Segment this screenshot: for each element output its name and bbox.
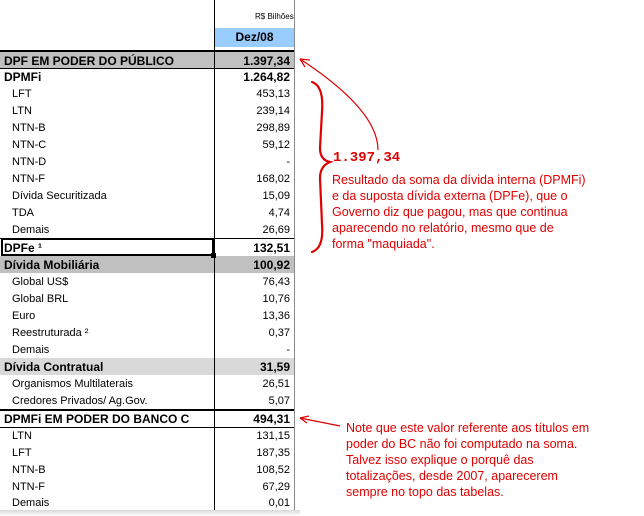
row-label: NTN-F xyxy=(12,480,45,493)
row-label: NTN-C xyxy=(12,138,47,151)
note-line: sempre no topo das tabelas. xyxy=(346,485,504,499)
note-sum-explanation xyxy=(332,172,586,252)
row-value: 239,14 xyxy=(256,104,290,117)
row-label: Dívida Securitizada xyxy=(12,189,107,202)
row-label: DPFe ¹ xyxy=(4,240,43,255)
row-label: Global US$ xyxy=(12,275,69,288)
row-value: 31,59 xyxy=(259,359,290,374)
row-value: 10,76 xyxy=(262,292,290,305)
row-label: NTN-B xyxy=(12,121,46,134)
row-value: - xyxy=(286,155,290,168)
row-label: Dívida Mobiliária xyxy=(4,257,100,272)
arrow-to-total xyxy=(300,59,378,150)
row-label: LTN xyxy=(12,104,32,117)
row-value: 100,92 xyxy=(253,257,290,272)
row-label: Reestruturada ² xyxy=(12,326,89,339)
row-label: Euro xyxy=(12,309,36,322)
row-value: 131,15 xyxy=(256,430,290,442)
row-value: 4,74 xyxy=(268,206,290,219)
row-value: - xyxy=(286,343,290,356)
note-bc-value xyxy=(346,420,589,500)
row-value: 108,52 xyxy=(256,463,290,476)
row-value: 67,29 xyxy=(262,480,290,493)
row-value: 26,51 xyxy=(262,377,290,390)
units-label: R$ Bilhões xyxy=(255,12,294,21)
row-value: 76,43 xyxy=(262,275,290,288)
row-label: NTN-B xyxy=(12,463,46,476)
row-value: 298,89 xyxy=(256,121,290,134)
note-line: Talvez isso explique o porquê das xyxy=(346,453,534,467)
row-value: 13,36 xyxy=(262,309,290,322)
row-label: LFT xyxy=(12,446,32,459)
row-value: 26,69 xyxy=(262,223,290,236)
row-value: 453,13 xyxy=(256,87,290,100)
row-value: 0,01 xyxy=(268,496,290,509)
row-value: 1.397,34 xyxy=(243,53,290,68)
row-value: 5,07 xyxy=(268,394,290,407)
note-line: aparecendo no relatório, mesmo que de xyxy=(332,221,554,235)
row-label: Credores Privados/ Ag.Gov. xyxy=(12,394,148,407)
row-label: NTN-D xyxy=(12,155,47,168)
row-value: 0,37 xyxy=(268,326,290,339)
row-value: 132,51 xyxy=(253,240,290,255)
row-label: Global BRL xyxy=(12,292,69,305)
note-line: Resultado da soma da dívida interna (DPMFi) xyxy=(332,173,586,187)
row-value: 494,31 xyxy=(253,412,290,426)
row-label: Demais xyxy=(12,496,50,509)
row-value: 1.264,82 xyxy=(243,70,290,84)
row-value: 168,02 xyxy=(256,172,290,185)
row-label: Organismos Multilaterais xyxy=(12,377,134,390)
row-label: DPMFi EM PODER DO BANCO C xyxy=(4,412,190,426)
note-line: totalizações, desde 2007, aparecerem xyxy=(346,469,558,483)
brace-mark xyxy=(312,82,330,252)
row-label: TDA xyxy=(12,206,34,219)
row-label: DPF EM PODER DO PÚBLICO xyxy=(4,53,175,68)
note-line: e da suposta dívida externa (DPFe), que o xyxy=(332,189,568,203)
row-label: LTN xyxy=(12,430,32,442)
note-line: poder do BC não foi computado na soma. xyxy=(346,437,578,451)
column-header-dez08: Dez/08 xyxy=(215,28,294,47)
row-label: NTN-F xyxy=(12,172,45,185)
row-label: Demais xyxy=(12,343,50,356)
row-label: Dívida Contratual xyxy=(4,359,104,374)
row-value: 15,09 xyxy=(262,189,290,202)
row-label: DPMFi xyxy=(4,70,42,84)
row-label: LFT xyxy=(12,87,32,100)
row-value: 59,12 xyxy=(262,138,290,151)
row-label: Demais xyxy=(12,223,50,236)
note-line: Governo diz que pagou, mas que continua xyxy=(332,205,568,219)
row-value: 187,35 xyxy=(256,446,290,459)
note-line: Note que este valor referente aos títulos em xyxy=(346,421,590,435)
total-callout: 1.397,34 xyxy=(333,150,401,166)
note-line: forma "maquiada". xyxy=(332,237,435,251)
